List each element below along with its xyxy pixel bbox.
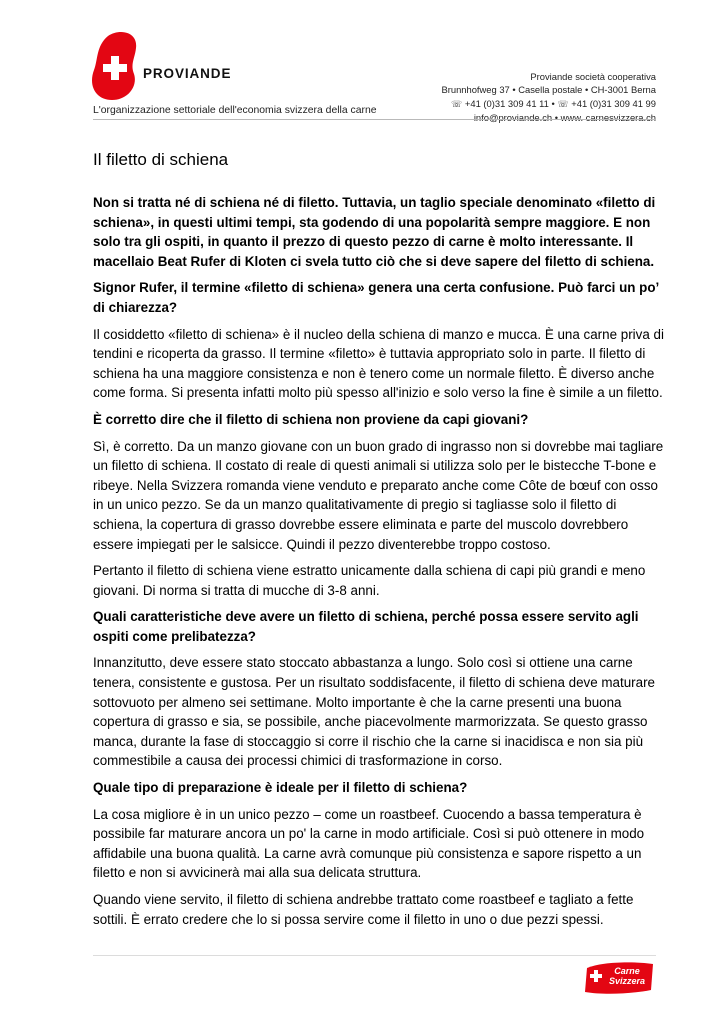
question-3: Quali caratteristiche deve avere un filetto di schiena, perché possa essere servito agli ospiti come prelibatezza? — [93, 609, 639, 644]
answer-2-paragraph-1: Sì, è corretto. Da un manzo giovane con un buon grado di ingrasso non si dovrebbe mai tagliare un filetto di schiena. Il costato di reale di questi animali si utilizza solo per le bistecche T-bone e ribeye. Nella Svizzera romanda viene venduto e preparato anche come Côte de bœuf con osso in un unico pezzo. Se da un manzo qualitativamente di pregio si tagliasse solo il filetto di schiena, la copertura di grasso dovrebbe essere eliminata e parte del muscolo dovrebbero essere impiegati per le salsicce. Quindi il pezzo diventerebbe troppo costoso. — [93, 438, 664, 552]
question-2: È corretto dire che il filetto di schiena non proviene da capi giovani? — [93, 411, 529, 427]
separator-dot: • — [551, 97, 558, 109]
answer-4-paragraph-1: La cosa migliore è in un unico pezzo – come un roastbeef. Cuocendo a bassa temperatura è possibile far maturare ancora un po' la carne in modo artificiale. Così si può ottenere in modo affidabile una buona qualità. La carne avrà comunque più consistenza e sapore rispetto a un filetto e non si avvicinerà mai alla sua delicata struttura. — [93, 806, 645, 881]
answer-3: Innanzitutto, deve essere stato stoccato abbastanza a lungo. Solo così si ottiene una carne tenera, consistente e gustosa. Per un risultato soddisfacente, il filetto di schiena deve maturare sottovuoto per almeno sei settimane. Molto importante è che la carne presenti una buona copertura di grasso e sia, se possibile, anche piacevolmente marmorizzata. Se questo grasso manca, durante la fase di stoccaggio si corre il rischio che la carne si inacidisca e non sia più commestibile a causa dei processi chimici di trasformazione in corso. — [93, 655, 655, 769]
phone-icon: ☏ — [451, 98, 463, 109]
question-1: Signor Rufer, il termine «filetto di schiena» genera una certa confusione. Può farci un po’ di chiarezza? — [93, 280, 659, 315]
article-body — [93, 150, 664, 936]
website-link[interactable]: www. carnesvizzera.ch — [560, 111, 656, 123]
header-divider — [93, 119, 656, 120]
contact-web-email — [441, 111, 656, 124]
logo-word-svizzera: Svizzera — [608, 976, 646, 986]
logo-word-carne: Carne — [614, 966, 640, 976]
separator-dot: • — [554, 111, 561, 123]
article-lead: Non si tratta né di schiena né di filetto. Tuttavia, un taglio speciale denominato «filetto di schiena», in questi ultimi tempi, sta godendo di una popolarità sempre maggiore. E non solo tra gli ospiti, in quanto il prezzo di questo pezzo di carne è molto interessante. Il macellaio Beat Rufer di Kloten ci svela tutto ciò che si deve sapere del filetto di schiena. — [93, 195, 656, 269]
address-line-company: Proviande società cooperativa — [530, 71, 656, 82]
organization-tagline: L'organizzazione settoriale dell'economia svizzera della carne — [93, 105, 377, 116]
fax-icon: ☏ — [557, 98, 569, 109]
answer-4-paragraph-2: Quando viene servito, il filetto di schiena andrebbe trattato come roastbeef e tagliato a fette sottili. È errato credere che lo si possa servire come il filetto in uno o due pezzi spessi. — [93, 892, 634, 927]
answer-2-paragraph-2: Pertanto il filetto di schiena viene estratto unicamente dalla schiena di capi più grandi e meno giovani. Di norma si tratta di mucche di 3-8 anni. — [93, 563, 646, 598]
article-title: Il filetto di schiena — [93, 150, 229, 169]
email-link[interactable]: info@proviande.ch — [473, 111, 553, 123]
letterhead — [0, 0, 724, 125]
address-line-street: Brunnhofweg 37 • Casella postale • CH-3001 Berna — [441, 84, 656, 96]
fax-number: +41 (0)31 309 41 99 — [571, 97, 656, 109]
contact-phone-fax — [441, 97, 656, 111]
brand-name: PROVIANDE — [143, 66, 232, 81]
question-4: Quale tipo di preparazione è ideale per il filetto di schiena? — [93, 780, 468, 796]
contact-address — [441, 70, 656, 124]
footer-divider — [93, 955, 656, 956]
phone-number: +41 (0)31 309 41 11 — [464, 97, 549, 109]
answer-1: Il cosiddetto «filetto di schiena» è il nucleo della schiena di manzo e mucca. È una carne priva di tendini e ricoperta da grasso. Il termine «filetto» è tuttavia appropriato solo in parte. Il filetto di schiena ha una maggiore consistenza e non è tenero come un normale filetto. È diverso anche come forma. Si presenta infatti molto più spesso all'inizio e solo verso la fine è simile a un filetto. — [93, 326, 664, 401]
carne-svizzera-label — [601, 966, 653, 986]
